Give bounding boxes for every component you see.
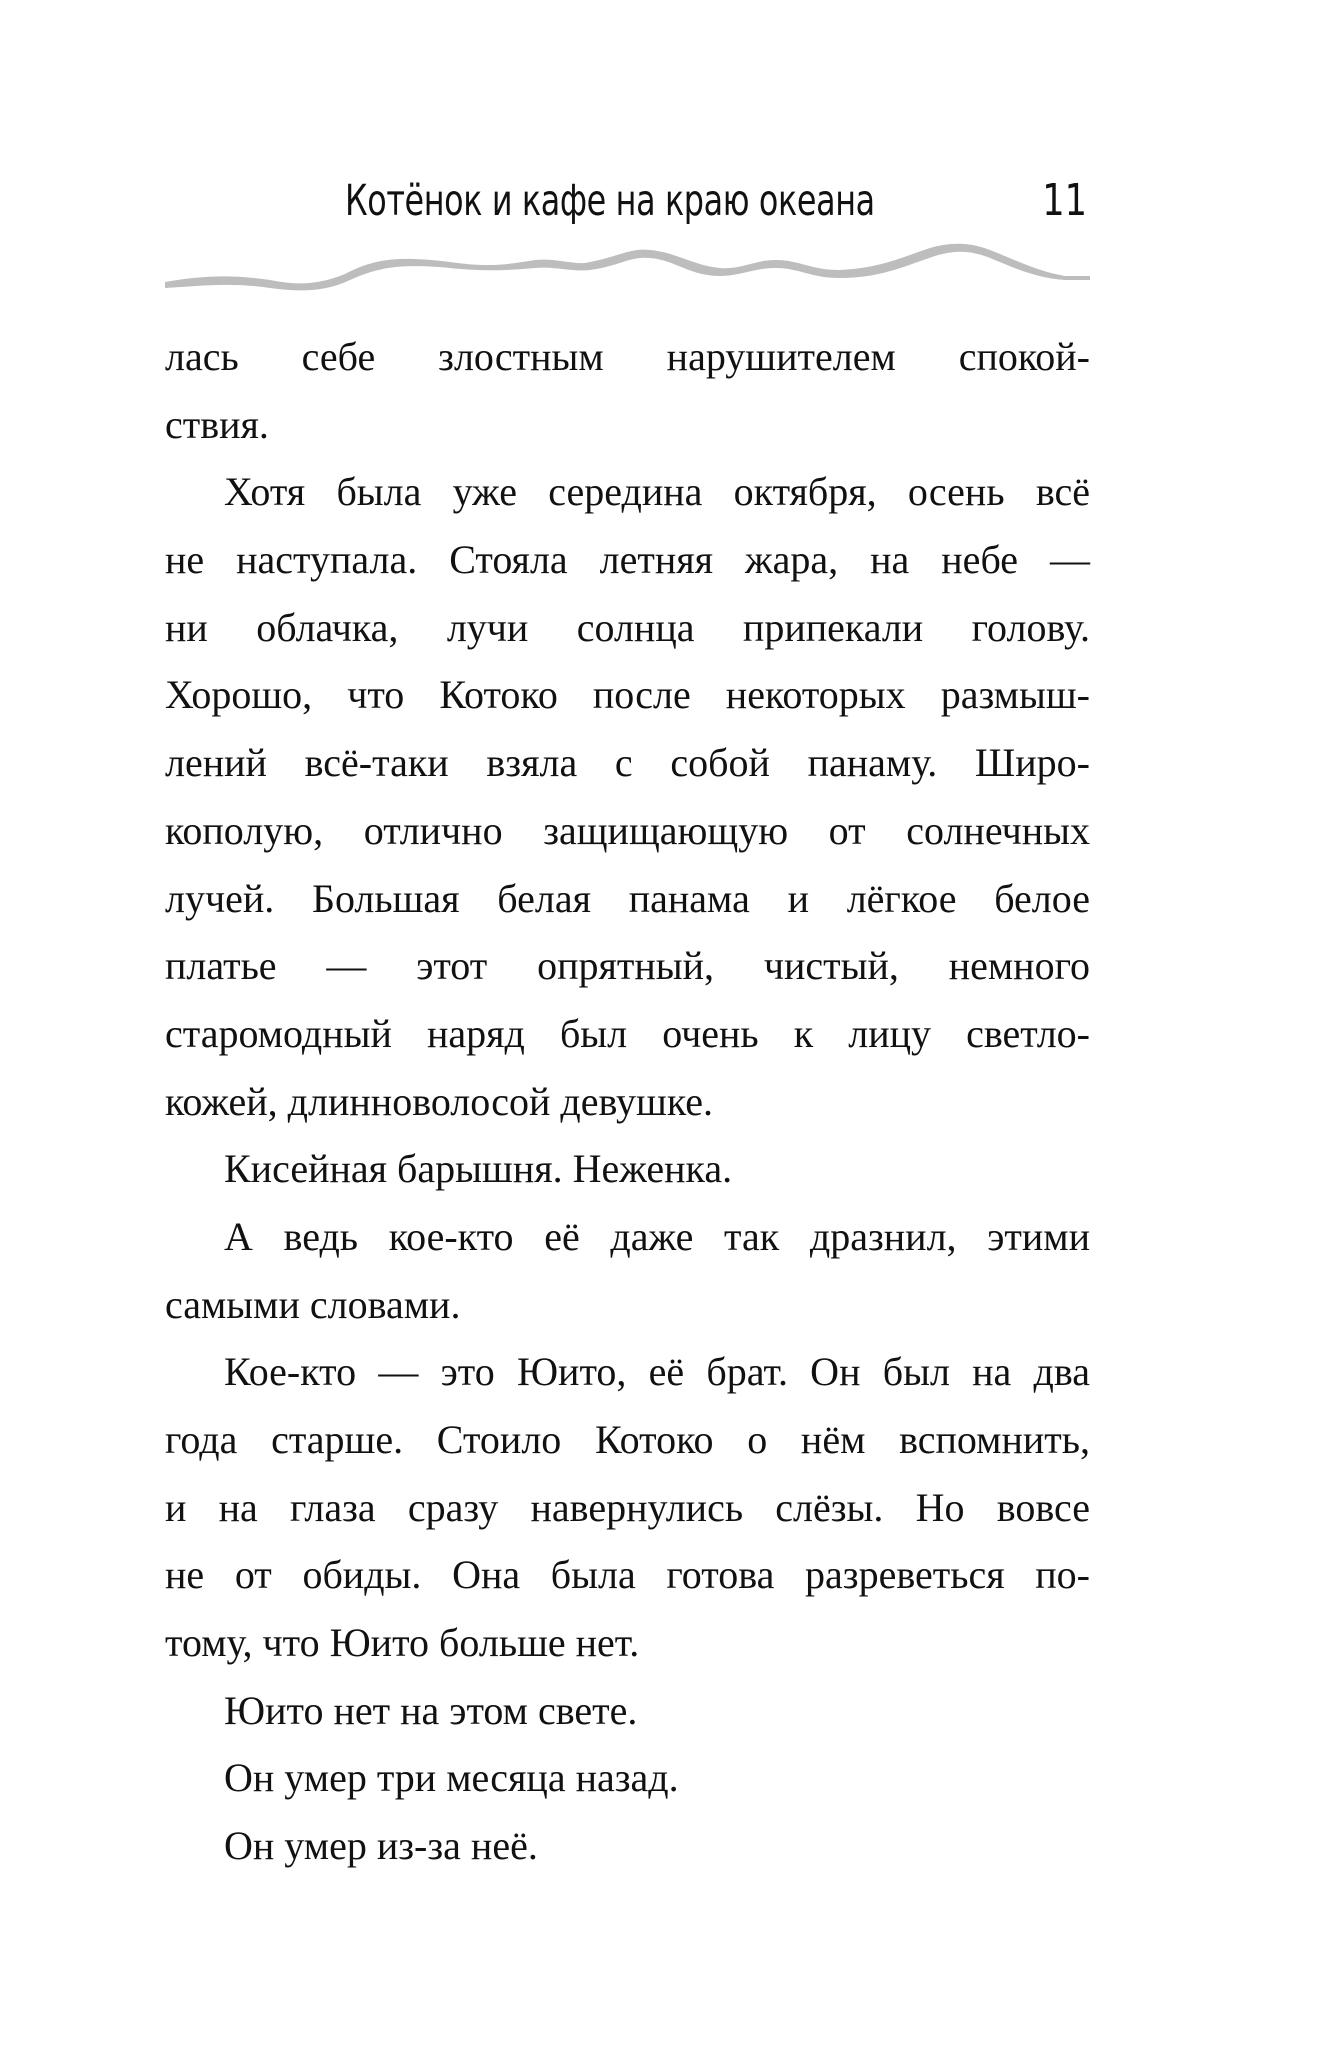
text-line: лась себе злостным нарушителем спокой- xyxy=(165,334,1090,379)
wave-divider-icon xyxy=(160,238,1095,292)
body-text xyxy=(165,323,1090,1880)
paragraph-first-line: Кисейная барышня. Неженка. xyxy=(224,1146,733,1192)
text-line: платье — этот опрятный, чистый, немного xyxy=(165,943,1090,989)
text-line: кожей, длинноволосой девушке. xyxy=(165,1078,714,1124)
paragraph-first-line: Кое-кто — это Юито, её брат. Он был на два xyxy=(224,1349,1090,1395)
paragraph-first-line: Он умер три месяца назад. xyxy=(224,1755,679,1801)
text-line: ни облачка, лучи солнца припекали голову. xyxy=(165,604,1090,650)
paragraph-first-line: Юито нет на этом свете. xyxy=(224,1687,638,1733)
text-line: Хорошо, что Котоко после некоторых размыш- xyxy=(165,672,1090,718)
text-line: старомодный наряд был очень к лицу светло- xyxy=(165,1010,1090,1056)
text-line: самыми словами. xyxy=(165,1281,461,1327)
text-line: не от обиды. Она была готова разреветься по- xyxy=(165,1552,1090,1598)
text-line: не наступала. Стояла летняя жара, на небе — xyxy=(165,537,1090,583)
page-number: 11 xyxy=(1042,175,1087,226)
paragraph-first-line: А ведь кое-кто её даже так дразнил, этими xyxy=(224,1213,1090,1259)
paragraph-first-line: Он умер из-за неё. xyxy=(224,1823,538,1869)
text-line: ствия. xyxy=(165,401,269,447)
text-line: тому, что Юито больше нет. xyxy=(165,1620,640,1666)
text-line: года старше. Стоило Котоко о нём вспомнить, xyxy=(165,1417,1090,1462)
running-head xyxy=(330,170,1095,230)
text-line: и на глаза сразу навернулись слёзы. Но вовсе xyxy=(165,1484,1090,1530)
text-line: лений всё-таки взяла с собой панаму. Широ- xyxy=(165,740,1090,786)
text-line: лучей. Большая белая панама и лёгкое белое xyxy=(165,875,1090,921)
running-head-title: Котёнок и кафе на краю океана xyxy=(345,176,875,226)
paragraph-first-line: Хотя была уже середина октября, осень всё xyxy=(224,469,1090,515)
text-line: кополую, отлично защищающую от солнечных xyxy=(165,807,1090,853)
